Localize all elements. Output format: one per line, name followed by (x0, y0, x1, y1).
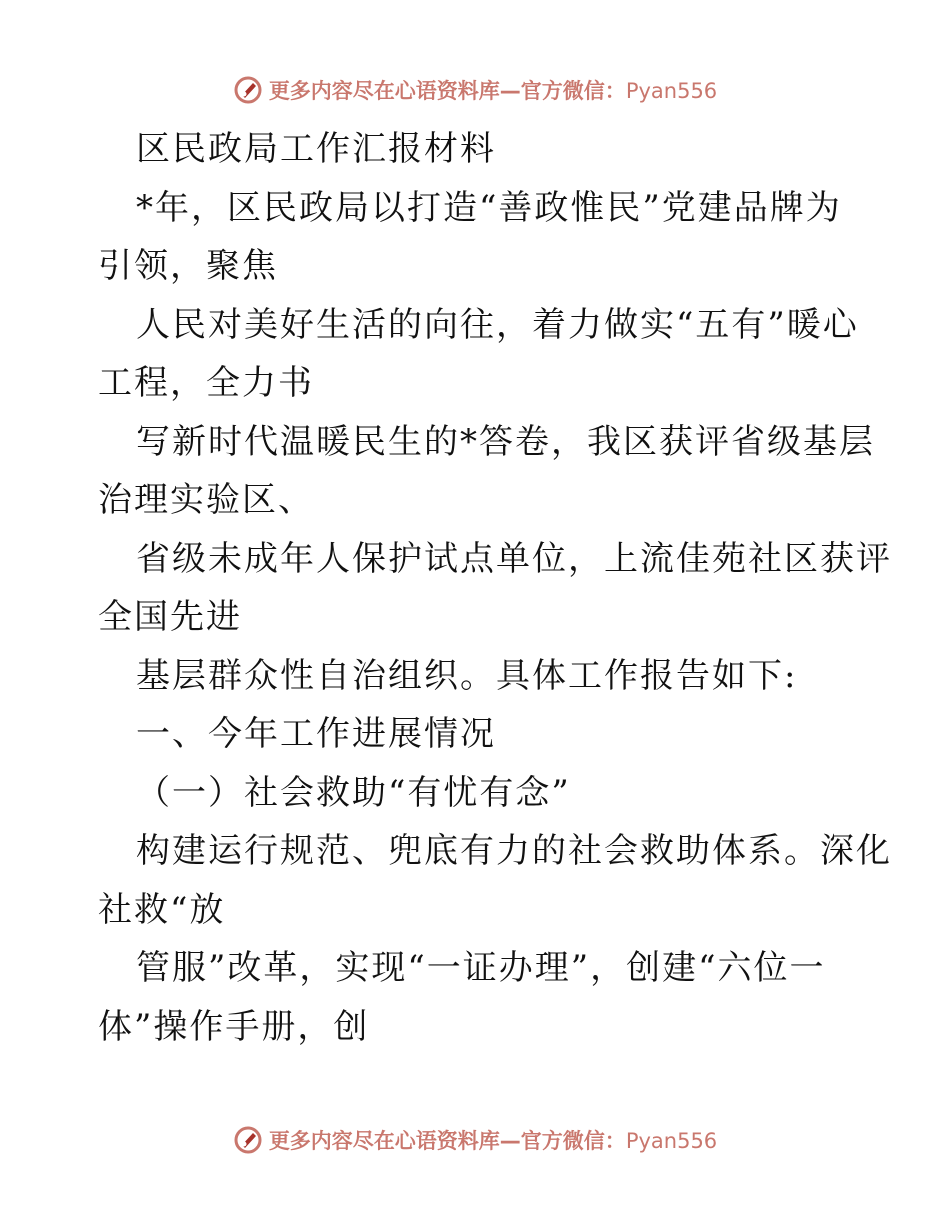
footer-banner (0, 1120, 950, 1160)
brand-logo-icon (233, 75, 263, 105)
header-banner-text: 更多内容尽在心语资料库—官方微信：Pyan556 (268, 79, 718, 103)
footer-banner-account: Pyan556 (625, 1129, 718, 1153)
document-line: 区民政局工作汇报材料 (136, 129, 496, 169)
footer-banner-text: 更多内容尽在心语资料库—官方微信：Pyan556 (268, 1129, 718, 1153)
document-line: *年，区民政局以打造“善政惟民”党建品牌为 (136, 187, 842, 228)
document-line: 构建运行规范、兜底有力的社会救助体系。深化 (136, 831, 892, 871)
document-body (98, 120, 892, 1056)
document-line: 人民对美好生活的向往，着力做实“五有”暖心 (136, 304, 859, 345)
document-line: 管服”改革，实现“一证办理”，创建“六位一 (136, 948, 826, 988)
document-line: 写新时代温暖民生的*答卷，我区获评省级基层 (136, 421, 875, 462)
document-line: 基层群众性自治组织。具体工作报告如下: (136, 655, 798, 696)
document-line: 全国先进 (98, 597, 242, 637)
document-line: 省级未成年人保护试点单位，上流佳苑社区获评 (136, 538, 892, 579)
document-line: 引领，聚焦 (98, 246, 278, 286)
document-line: 一、今年工作进展情况 (136, 714, 496, 754)
document-line: 工程，全力书 (98, 363, 314, 403)
document-line: （一）社会救助“有忧有念” (136, 772, 571, 813)
header-banner (0, 70, 950, 110)
document-line: 社救“放 (98, 889, 226, 930)
document-line: 治理实验区、 (98, 480, 314, 520)
document-line: 体”操作手册，创 (98, 1006, 370, 1047)
header-banner-account: Pyan556 (625, 79, 718, 103)
brand-logo-icon (233, 1125, 263, 1155)
